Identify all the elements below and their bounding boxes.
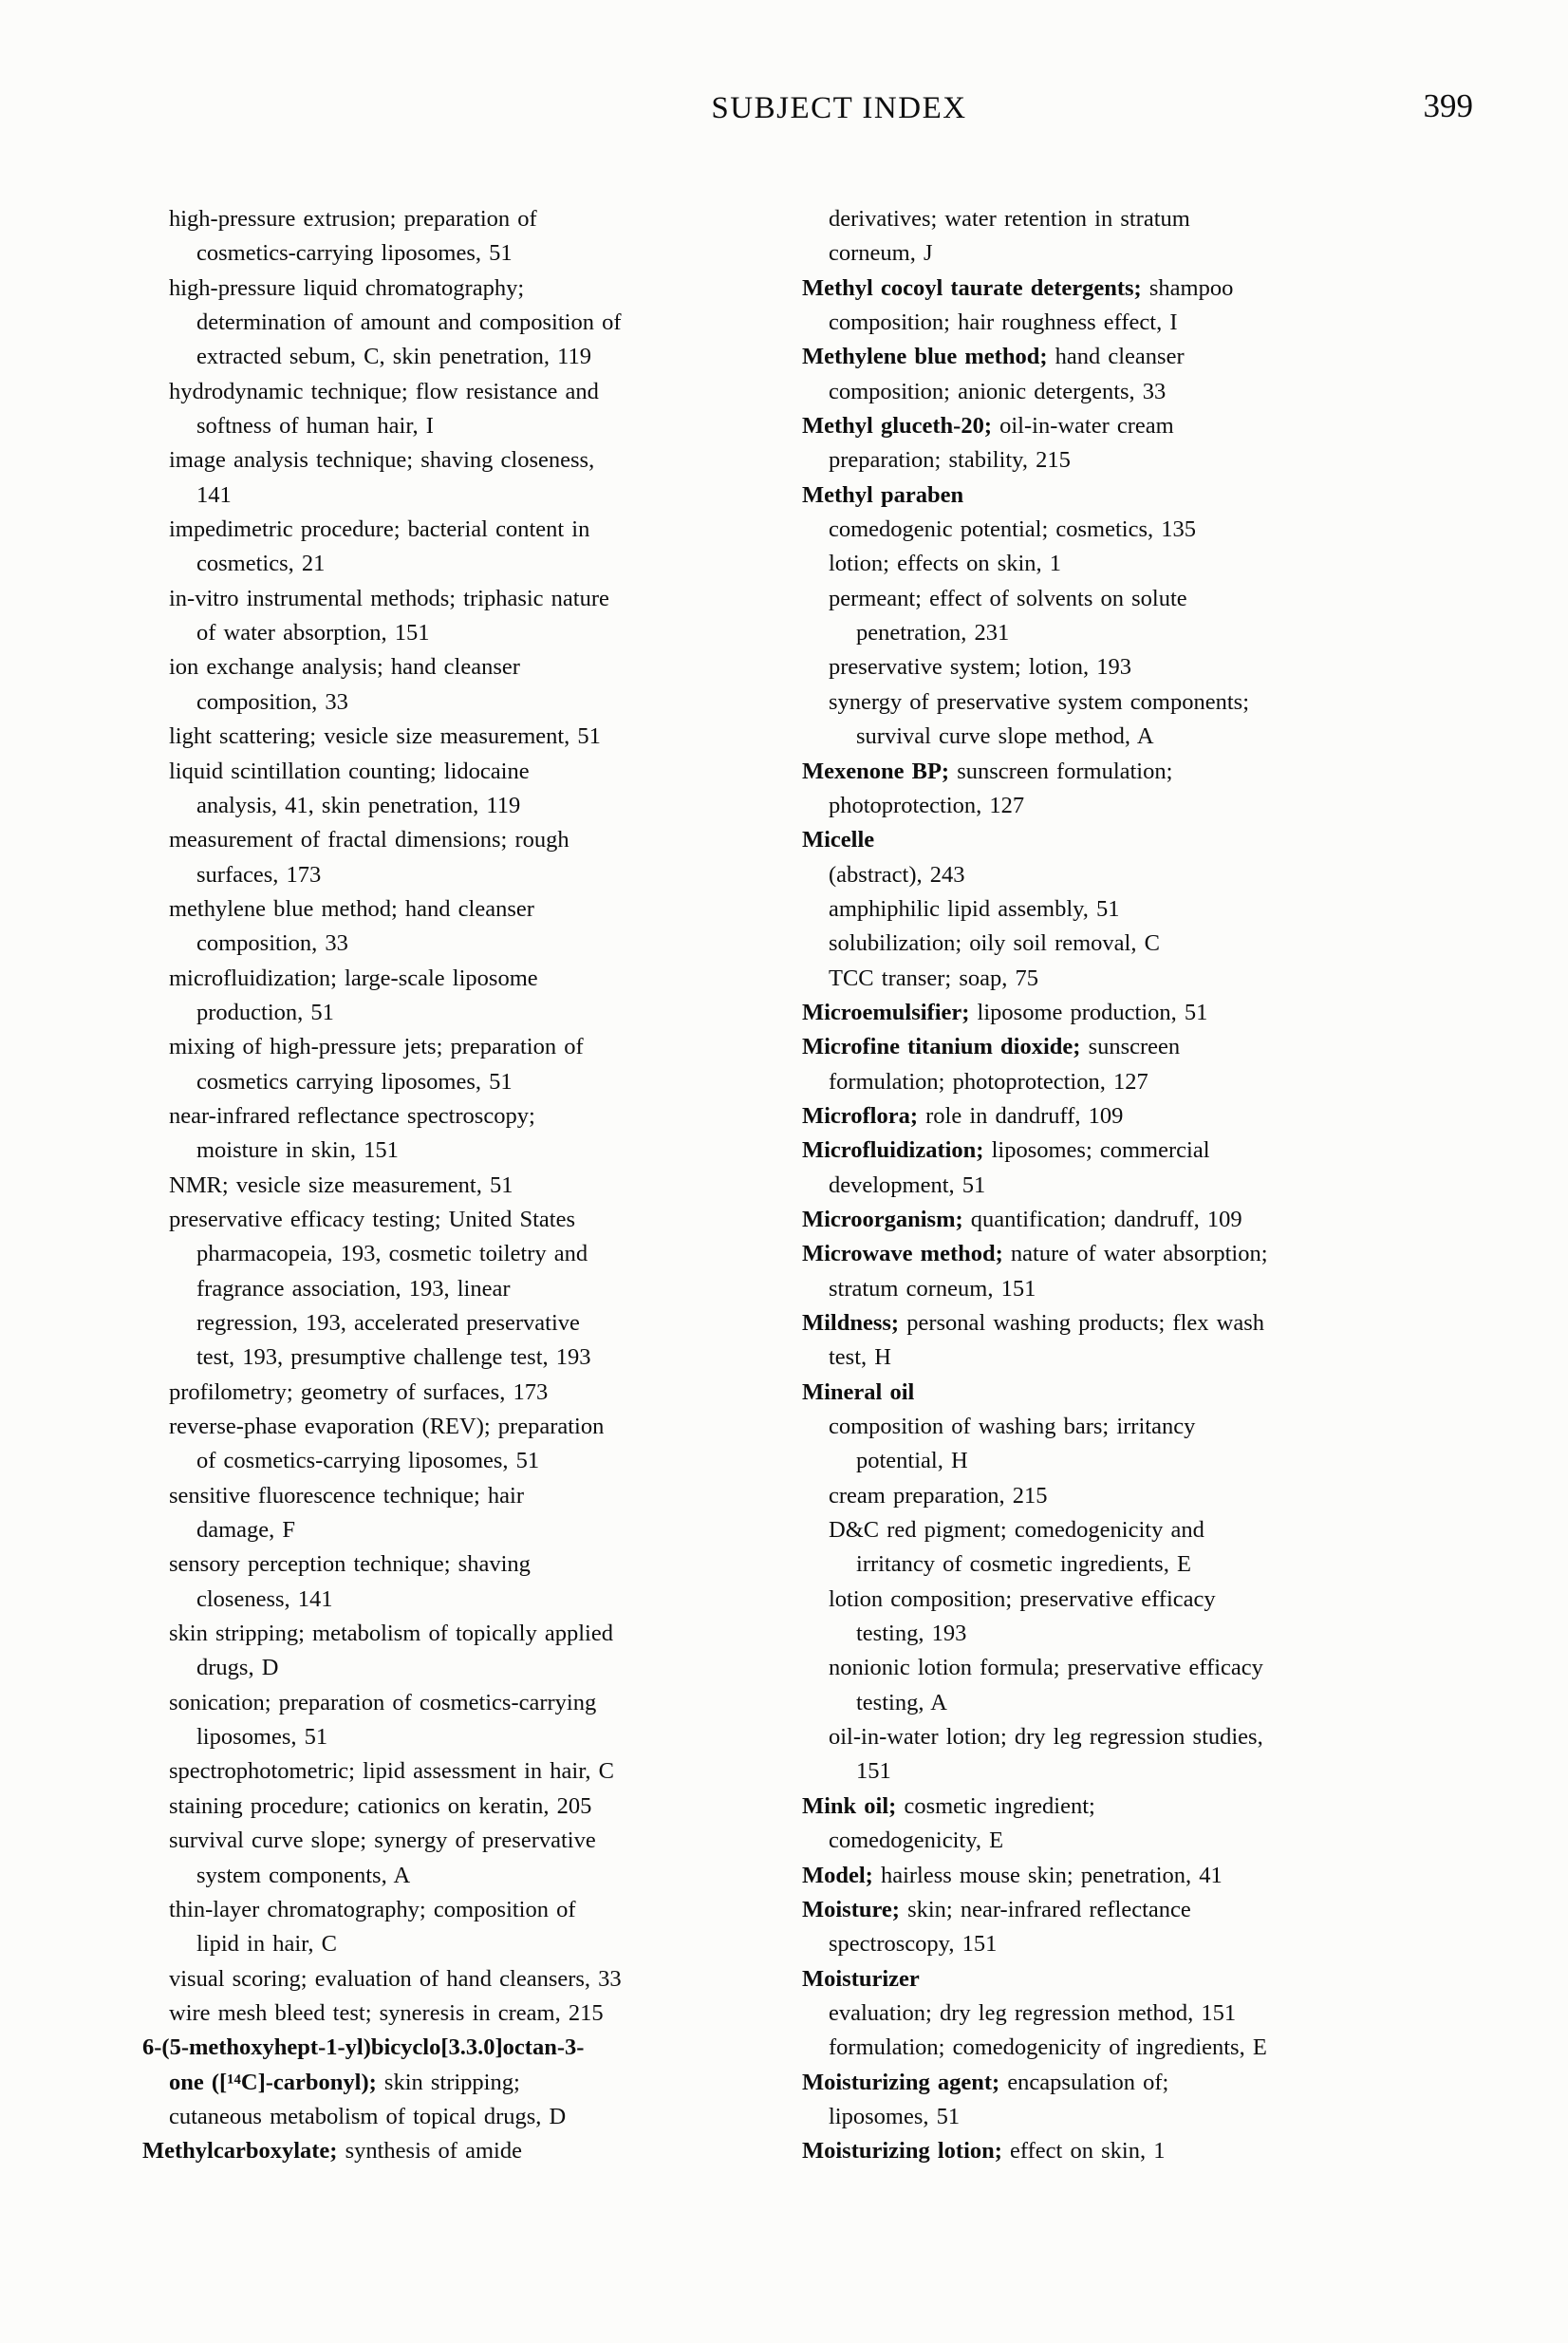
- index-line: [142, 1824, 807, 1858]
- index-line: [142, 1927, 807, 1961]
- index-line: [802, 616, 1523, 650]
- index-line: [142, 1962, 807, 1996]
- index-entry-text: oil-in-water lotion; dry leg regression studies,: [829, 1724, 1263, 1751]
- index-line: [142, 375, 807, 409]
- index-entry-text: surfaces, 173: [196, 861, 322, 888]
- index-line: [802, 927, 1523, 961]
- index-entry-text: lipid in hair, C: [196, 1931, 337, 1958]
- index-entry-term: Microflora;: [802, 1102, 918, 1129]
- index-entry-text: TCC transer; soap, 75: [829, 965, 1039, 991]
- index-line: [802, 1203, 1523, 1237]
- index-entry-text: composition, 33: [196, 688, 348, 715]
- index-entry-term: Methyl cocoyl taurate detergents;: [802, 274, 1142, 301]
- index-entry-text: composition, 33: [196, 930, 348, 957]
- index-entry-text: cosmetic ingredient;: [896, 1792, 1095, 1819]
- index-entry-text: comedogenic potential; cosmetics, 135: [829, 516, 1197, 543]
- index-entry-text: 151: [856, 1758, 891, 1785]
- index-line: [142, 685, 807, 720]
- index-entry-term: Microwave method;: [802, 1241, 1003, 1267]
- index-line: [142, 513, 807, 547]
- index-entry-term: Moisturizing agent;: [802, 2069, 1000, 2095]
- index-entry-text: solubilization; oily soil removal, C: [829, 930, 1160, 957]
- index-line: [802, 720, 1523, 754]
- index-entry-text: production, 51: [196, 999, 334, 1025]
- index-line: [802, 1306, 1523, 1340]
- index-line: [142, 1306, 807, 1340]
- index-line: [142, 1790, 807, 1824]
- index-line: [802, 962, 1523, 996]
- index-line: [802, 547, 1523, 581]
- index-entry-text: synergy of preservative system components;: [829, 688, 1250, 715]
- index-entry-term: Methyl paraben: [802, 481, 964, 508]
- index-entry-text: cosmetics carrying liposomes, 51: [196, 1068, 513, 1095]
- index-entry-term: Methyl gluceth-20;: [802, 413, 992, 440]
- index-line: [142, 409, 807, 443]
- index-line: [802, 1376, 1523, 1410]
- index-line: [802, 1065, 1523, 1099]
- index-line: [802, 1547, 1523, 1582]
- index-line: [802, 1169, 1523, 1203]
- index-entry-text: shampoo: [1141, 274, 1234, 301]
- index-entry-text: profilometry; geometry of surfaces, 173: [169, 1378, 549, 1405]
- index-entry-text: liposomes; commercial: [983, 1137, 1210, 1164]
- index-entry-text: visual scoring; evaluation of hand cleansers, 33: [169, 1965, 622, 1992]
- index-entry-text: testing, 193: [856, 1621, 967, 1647]
- index-line: [802, 2100, 1523, 2134]
- index-line: [142, 1065, 807, 1099]
- index-line: [142, 1686, 807, 1720]
- index-line: [802, 409, 1523, 443]
- index-entry-text: of water absorption, 151: [196, 620, 430, 647]
- index-entry-text: 141: [196, 481, 232, 508]
- index-line: [142, 1272, 807, 1306]
- index-line: [802, 1824, 1523, 1858]
- index-entry-term: Mildness;: [802, 1310, 900, 1336]
- index-entry-text: sensitive fluorescence technique; hair: [169, 1482, 525, 1509]
- index-line: [142, 202, 807, 236]
- index-line: [142, 789, 807, 823]
- index-line: [802, 1893, 1523, 1927]
- index-entry-text: preservative efficacy testing; United States: [169, 1206, 575, 1232]
- index-entry-text: hairless mouse skin; penetration, 41: [872, 1862, 1223, 1888]
- index-entry-text: irritancy of cosmetic ingredients, E: [856, 1551, 1191, 1578]
- index-entry-text: derivatives; water retention in stratum: [829, 206, 1190, 232]
- index-entry-text: liposomes, 51: [196, 1724, 328, 1751]
- index-entry-term: Microfluidization;: [802, 1137, 984, 1164]
- index-entry-text: survival curve slope; synergy of preservative: [169, 1828, 596, 1854]
- index-entry-text: spectroscopy, 151: [829, 1931, 998, 1958]
- index-entry-term: Microfine titanium dioxide;: [802, 1034, 1081, 1060]
- index-line: [802, 375, 1523, 409]
- index-entry-term: Methylene blue method;: [802, 344, 1048, 370]
- index-entry-text: nonionic lotion formula; preservative efficacy: [829, 1655, 1263, 1681]
- index-entry-text: synthesis of amide: [337, 2138, 522, 2165]
- index-line: [802, 1962, 1523, 1996]
- index-entry-text: microfluidization; large-scale liposome: [169, 965, 538, 991]
- index-line: [802, 513, 1523, 547]
- index-entry-text: role in dandruff, 109: [918, 1102, 1124, 1129]
- index-entry-text: amphiphilic lipid assembly, 51: [829, 895, 1120, 922]
- index-entry-text: effect on skin, 1: [1001, 2138, 1166, 2165]
- index-line: [142, 236, 807, 271]
- index-entry-text: reverse-phase evaporation (REV); preparation: [169, 1414, 605, 1440]
- index-entry-text: permeant; effect of solvents on solute: [829, 585, 1187, 611]
- index-entry-text: near-infrared reflectance spectroscopy;: [169, 1102, 535, 1129]
- index-entry-text: analysis, 41, skin penetration, 119: [196, 792, 521, 818]
- index-entry-text: softness of human hair, I: [196, 413, 434, 440]
- index-entry-text: composition; anionic detergents, 33: [829, 378, 1167, 404]
- index-entry-text: lotion composition; preservative efficacy: [829, 1585, 1216, 1612]
- index-line: [802, 1720, 1523, 1754]
- index-entry-text: formulation; comedogenicity of ingredients, E: [829, 2034, 1267, 2061]
- index-line: [802, 1030, 1523, 1064]
- index-entry-text: liquid scintillation counting; lidocaine: [169, 758, 530, 784]
- index-line: [802, 685, 1523, 720]
- index-entry-text: formulation; photoprotection, 127: [829, 1068, 1148, 1095]
- index-line: [802, 340, 1523, 374]
- index-entry-text: staining procedure; cationics on keratin, 205: [169, 1792, 592, 1819]
- index-line: [802, 236, 1523, 271]
- index-entry-text: determination of amount and composition of: [196, 309, 622, 336]
- index-entry-text: liposome production, 51: [969, 999, 1208, 1025]
- index-entry-text: sonication; preparation of cosmetics-carrying: [169, 1689, 597, 1715]
- index-entry-text: sunscreen: [1080, 1034, 1181, 1060]
- index-entry-text: NMR; vesicle size measurement, 51: [169, 1172, 513, 1198]
- index-line: [142, 2134, 807, 2168]
- index-entry-text: liposomes, 51: [829, 2103, 961, 2129]
- index-entry-text: methylene blue method; hand cleanser: [169, 895, 534, 922]
- index-entry-text: testing, A: [856, 1689, 947, 1715]
- index-entry-text: light scattering; vesicle size measurement, 51: [169, 723, 601, 750]
- index-entry-term: Microorganism;: [802, 1206, 963, 1232]
- index-entry-text: thin-layer chromatography; composition of: [169, 1896, 576, 1922]
- index-entry-text: fragrance association, 193, linear: [196, 1275, 511, 1302]
- index-entry-text: preservative system; lotion, 193: [829, 654, 1131, 681]
- index-entry-text: lotion; effects on skin, 1: [829, 551, 1062, 577]
- index-entry-text: cream preparation, 215: [829, 1482, 1048, 1509]
- index-line: [802, 582, 1523, 616]
- index-line: [802, 1617, 1523, 1651]
- index-entry-text: preparation; stability, 215: [829, 447, 1071, 474]
- index-line: [802, 650, 1523, 684]
- index-entry-term: Methylcarboxylate;: [142, 2138, 338, 2165]
- index-entry-text: skin stripping; metabolism of topically applied: [169, 1621, 613, 1647]
- index-line: [142, 1340, 807, 1375]
- index-entry-text: survival curve slope method, A: [856, 723, 1154, 750]
- index-line: [802, 823, 1523, 857]
- index-line: [142, 720, 807, 754]
- index-line: [802, 2066, 1523, 2100]
- index-line: [142, 1513, 807, 1547]
- index-line: [142, 1237, 807, 1271]
- index-line: [802, 272, 1523, 306]
- index-line: [802, 1272, 1523, 1306]
- index-line: [802, 478, 1523, 513]
- index-entry-text: cosmetics-carrying liposomes, 51: [196, 240, 513, 267]
- index-line: [802, 858, 1523, 892]
- index-line: [142, 2100, 807, 2134]
- index-line: [142, 1651, 807, 1685]
- index-line: [802, 1444, 1523, 1478]
- index-line: [802, 443, 1523, 478]
- index-line: [142, 340, 807, 374]
- index-entry-text: ion exchange analysis; hand cleanser: [169, 654, 520, 681]
- index-entry-text: image analysis technique; shaving closeness,: [169, 447, 595, 474]
- index-line: [142, 2066, 807, 2100]
- index-line: [802, 306, 1523, 340]
- index-entry-text: cutaneous metabolism of topical drugs, D: [169, 2103, 567, 2129]
- index-line: [142, 306, 807, 340]
- index-entry-text: hydrodynamic technique; flow resistance and: [169, 378, 599, 404]
- index-line: [142, 962, 807, 996]
- index-entry-text: impedimetric procedure; bacterial content in: [169, 516, 590, 543]
- index-line: [142, 1996, 807, 2031]
- index-entry-term: Model;: [802, 1862, 873, 1888]
- index-entry-term: Mineral oil: [802, 1378, 915, 1405]
- index-line: [142, 1203, 807, 1237]
- index-line: [142, 2031, 807, 2065]
- index-line: [802, 1927, 1523, 1961]
- index-entry-text: moisture in skin, 151: [196, 1137, 399, 1164]
- index-entry-text: spectrophotometric; lipid assessment in hair, C: [169, 1758, 614, 1785]
- index-line: [142, 1410, 807, 1444]
- index-entry-text: quantification; dandruff, 109: [962, 1206, 1242, 1232]
- index-entry-text: test, H: [829, 1344, 891, 1371]
- index-entry-term: 6-(5-methoxyhept-1-yl)bicyclo[3.3.0]octan-3-: [142, 2034, 585, 2061]
- index-entry-text: sensory perception technique; shaving: [169, 1551, 531, 1578]
- index-entry-text: corneum, J: [829, 240, 933, 267]
- index-line: [802, 1237, 1523, 1271]
- index-column-right: [802, 202, 1523, 2169]
- index-line: [802, 1754, 1523, 1789]
- index-entry-text: regression, 193, accelerated preservative: [196, 1310, 580, 1336]
- index-entry-text: oil-in-water cream: [992, 413, 1174, 440]
- index-line: [142, 1720, 807, 1754]
- index-entry-text: (abstract), 243: [829, 861, 965, 888]
- index-entry-text: D&C red pigment; comedogenicity and: [829, 1517, 1204, 1544]
- index-entry-text: composition; hair roughness effect, I: [829, 309, 1178, 336]
- index-entry-text: pharmacopeia, 193, cosmetic toiletry and: [196, 1241, 588, 1267]
- index-line: [802, 1996, 1523, 2031]
- index-line: [802, 1651, 1523, 1685]
- index-line: [802, 2031, 1523, 2065]
- index-entry-text: encapsulation of;: [999, 2069, 1169, 2095]
- index-entry-text: system components, A: [196, 1862, 411, 1888]
- index-entry-text: personal washing products; flex wash: [899, 1310, 1264, 1336]
- index-entry-text: high-pressure extrusion; preparation of: [169, 206, 537, 232]
- index-line: [142, 272, 807, 306]
- index-entry-text: photoprotection, 127: [829, 792, 1025, 818]
- index-line: [802, 1859, 1523, 1893]
- index-line: [802, 755, 1523, 789]
- index-line: [142, 1030, 807, 1064]
- index-line: [802, 202, 1523, 236]
- index-entry-text: mixing of high-pressure jets; preparation of: [169, 1034, 584, 1060]
- index-line: [802, 1583, 1523, 1617]
- index-line: [142, 892, 807, 927]
- index-entry-text: closeness, 141: [196, 1585, 333, 1612]
- index-line: [142, 927, 807, 961]
- index-line: [142, 858, 807, 892]
- index-line: [142, 1134, 807, 1168]
- index-entry-term: Moisturizer: [802, 1965, 920, 1992]
- index-entry-text: measurement of fractal dimensions; rough: [169, 827, 569, 853]
- index-entry-text: nature of water absorption;: [1002, 1241, 1268, 1267]
- index-line: [802, 1513, 1523, 1547]
- index-entry-text: in-vitro instrumental methods; triphasic nature: [169, 585, 609, 611]
- index-line: [802, 1410, 1523, 1444]
- index-entry-text: wire mesh bleed test; syneresis in cream, 215: [169, 1999, 604, 2026]
- index-entry-text: composition of washing bars; irritancy: [829, 1414, 1196, 1440]
- index-line: [802, 1686, 1523, 1720]
- index-line: [802, 789, 1523, 823]
- index-entry-term: Mexenone BP;: [802, 758, 950, 784]
- index-entry-text: stratum corneum, 151: [829, 1275, 1036, 1302]
- index-line: [802, 1340, 1523, 1375]
- index-entry-term: Mink oil;: [802, 1792, 897, 1819]
- index-entry-text: comedogenicity, E: [829, 1828, 1004, 1854]
- index-line: [142, 1099, 807, 1134]
- index-column-left: [142, 202, 807, 2169]
- index-entry-term: Microemulsifier;: [802, 999, 970, 1025]
- index-line: [142, 1547, 807, 1582]
- index-line: [142, 1617, 807, 1651]
- index-line: [142, 1754, 807, 1789]
- index-entry-text: hand cleanser: [1047, 344, 1185, 370]
- index-entry-text: of cosmetics-carrying liposomes, 51: [196, 1448, 540, 1474]
- index-entry-text: extracted sebum, C, skin penetration, 119: [196, 344, 591, 370]
- index-line: [142, 650, 807, 684]
- index-line: [142, 1376, 807, 1410]
- index-entry-text: cosmetics, 21: [196, 551, 326, 577]
- index-entry-text: skin stripping;: [376, 2069, 520, 2095]
- index-entry-term: Moisturizing lotion;: [802, 2138, 1002, 2165]
- index-entry-text: potential, H: [856, 1448, 968, 1474]
- index-line: [802, 996, 1523, 1030]
- index-entry-text: high-pressure liquid chromatography;: [169, 274, 525, 301]
- page-title: SUBJECT INDEX: [711, 91, 967, 125]
- index-entry-text: evaluation; dry leg regression method, 151: [829, 1999, 1237, 2026]
- index-entry-text: development, 51: [829, 1172, 986, 1198]
- index-line: [802, 1134, 1523, 1168]
- index-entry-text: test, 193, presumptive challenge test, 193: [196, 1344, 591, 1371]
- index-line: [142, 996, 807, 1030]
- index-line: [142, 1444, 807, 1478]
- index-line: [142, 1893, 807, 1927]
- index-line: [142, 443, 807, 478]
- index-entry-text: sunscreen formulation;: [949, 758, 1173, 784]
- index-entry-text: skin; near-infrared reflectance: [899, 1896, 1191, 1922]
- index-line: [142, 823, 807, 857]
- index-entry-text: penetration, 231: [856, 620, 1010, 647]
- index-entry-term: Micelle: [802, 827, 875, 853]
- index-entry-term: Moisture;: [802, 1896, 900, 1922]
- index-entry-text: damage, F: [196, 1517, 296, 1544]
- index-line: [142, 547, 807, 581]
- index-line: [802, 1479, 1523, 1513]
- index-line: [802, 1790, 1523, 1824]
- index-line: [142, 1583, 807, 1617]
- index-entry-term: one ([¹⁴C]-carbonyl);: [169, 2069, 377, 2095]
- index-line: [142, 1859, 807, 1893]
- index-line: [142, 1169, 807, 1203]
- index-line: [142, 582, 807, 616]
- index-line: [142, 1479, 807, 1513]
- index-line: [802, 2134, 1523, 2168]
- index-line: [142, 616, 807, 650]
- page-number: 399: [1423, 87, 1473, 124]
- index-line: [802, 1099, 1523, 1134]
- index-line: [142, 478, 807, 513]
- index-line: [802, 892, 1523, 927]
- index-entry-text: drugs, D: [196, 1655, 279, 1681]
- index-line: [142, 755, 807, 789]
